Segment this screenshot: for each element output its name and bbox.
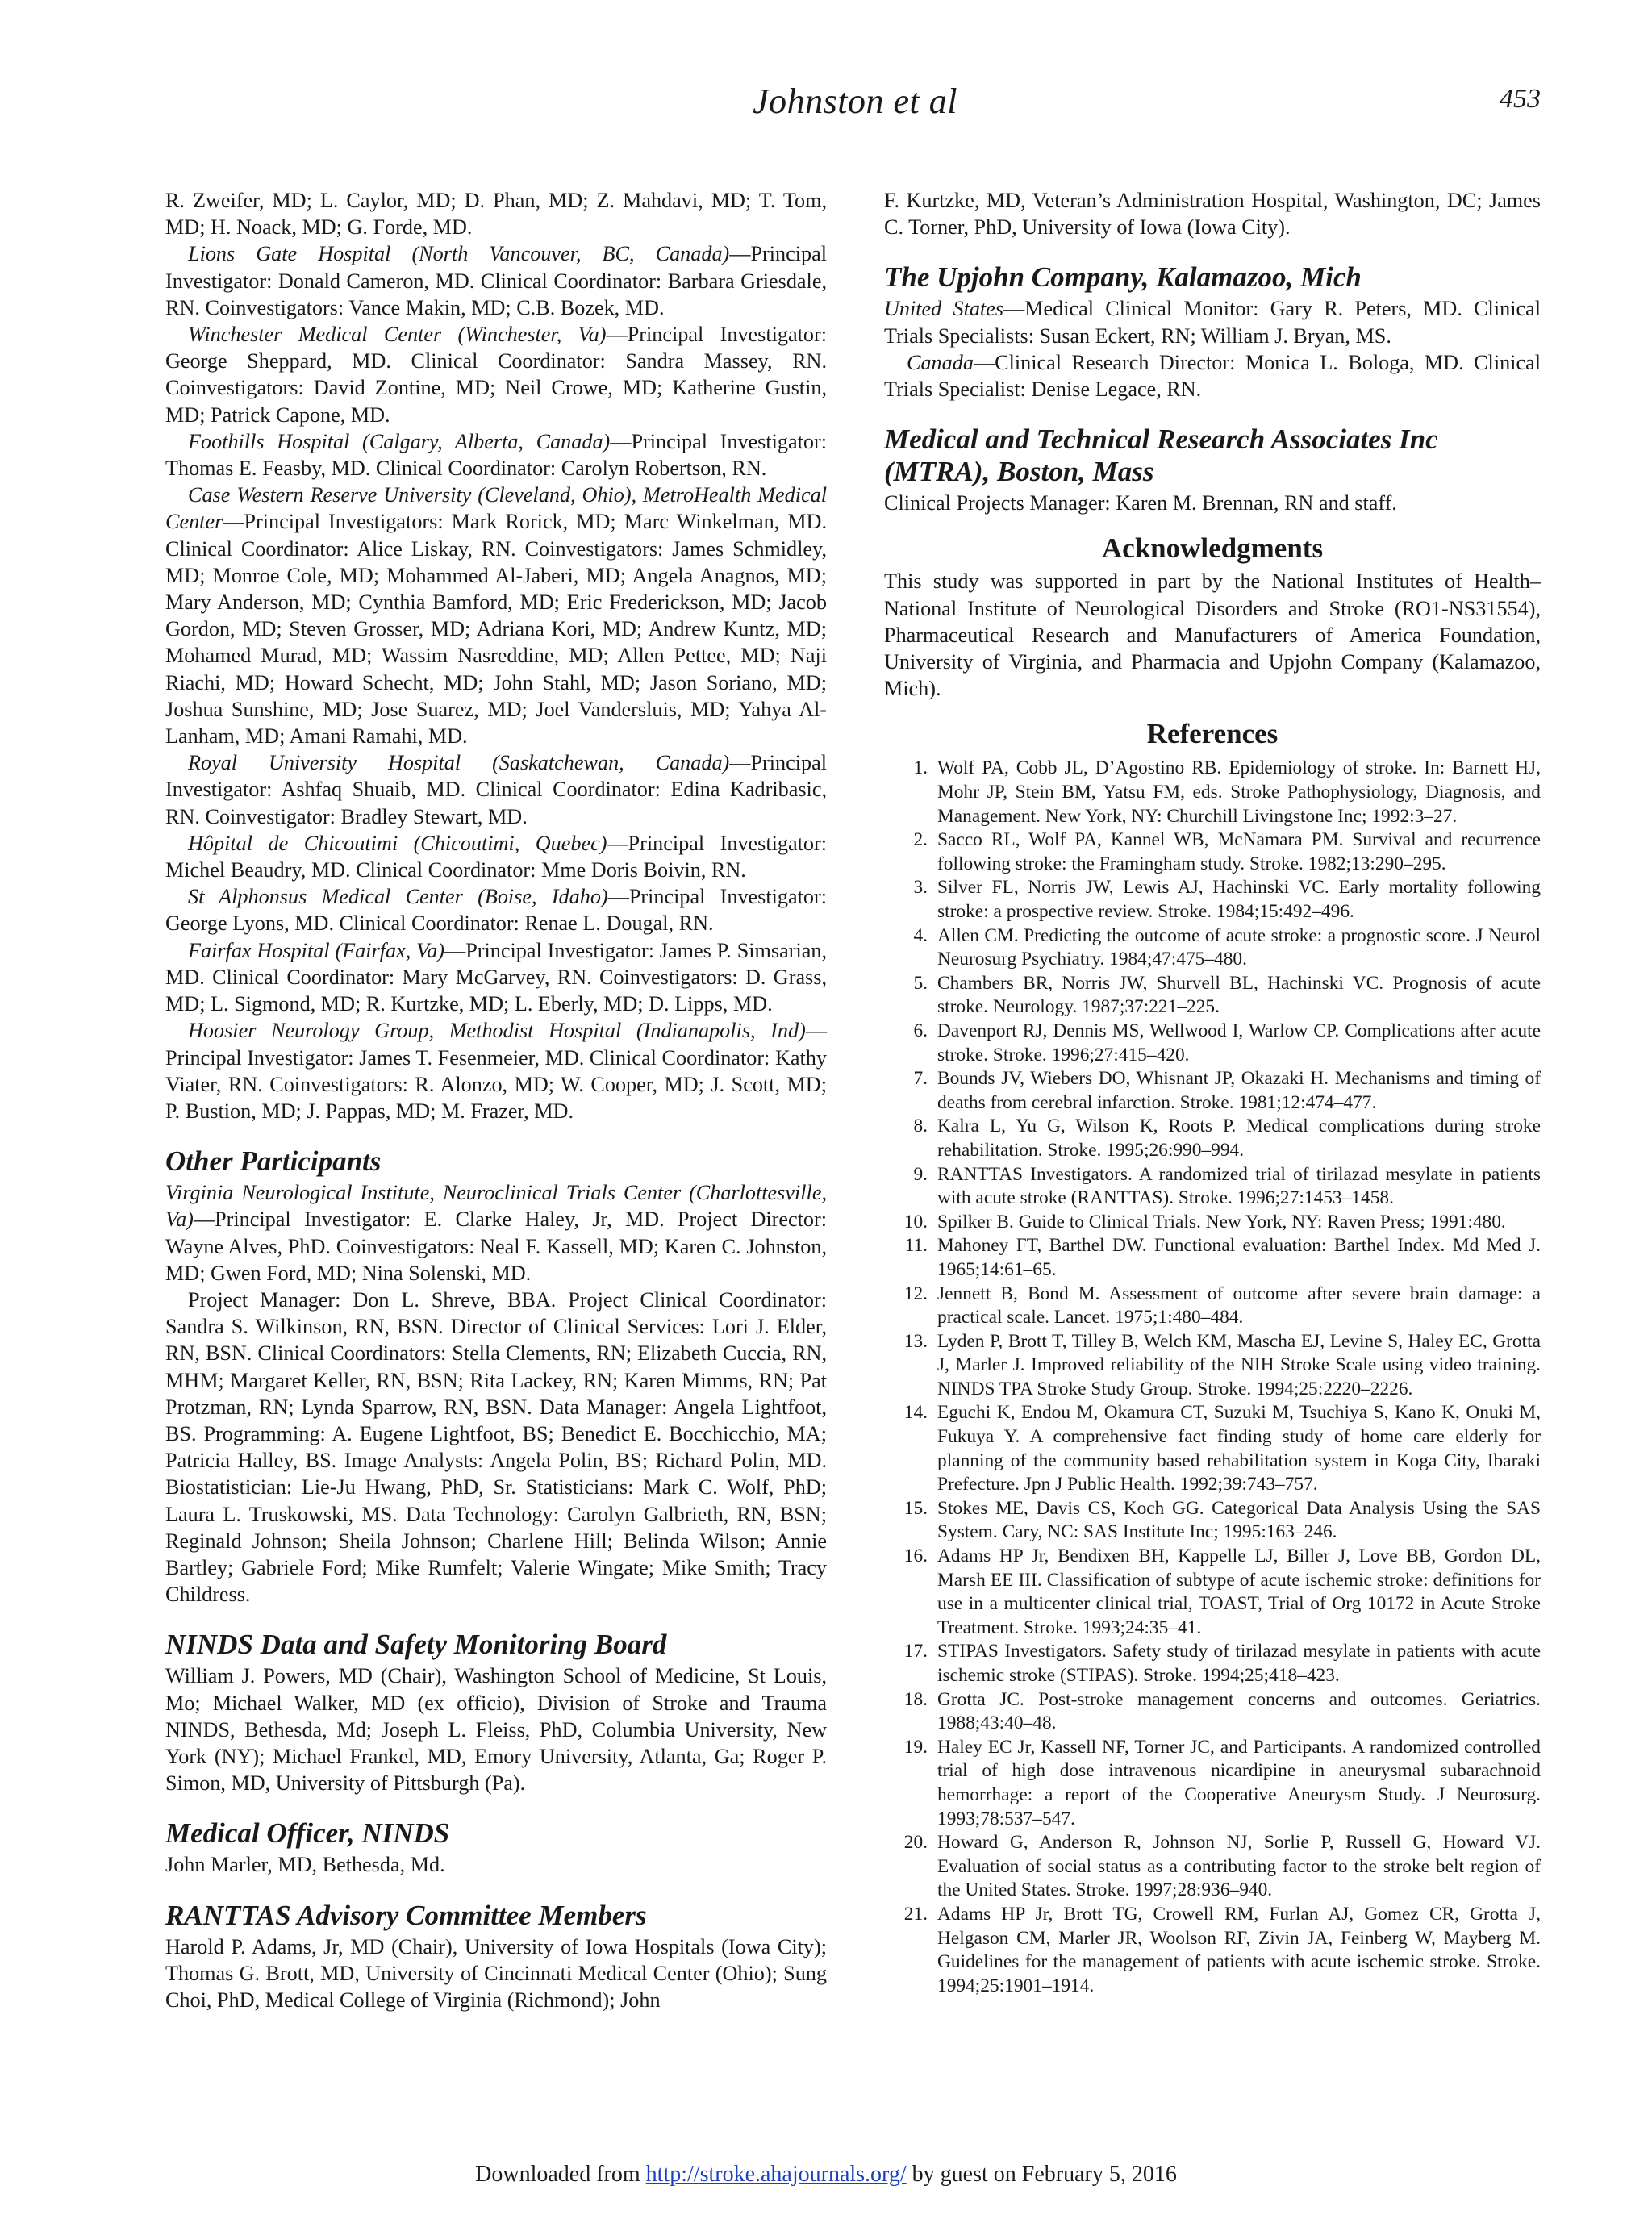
reference-item	[884, 1067, 1541, 1115]
site-paragraph	[165, 937, 827, 1018]
site-paragraph	[165, 883, 827, 936]
body-paragraph: Harold P. Adams, Jr, MD (Chair), University of Iowa Hospitals (Iowa City); Thomas G. Brott, MD, University of Cincinnati Medical Center (Ohio); Sung Choi, PhD, Medical College of Virginia (Richmond); John	[165, 1934, 827, 2012]
reference-text: Chambers BR, Norris JW, Shurvell BL, Hachinski VC. Prognosis of acute stroke. Neurology. 1987;37:221–225.	[937, 972, 1541, 1018]
reference-number: 1.	[913, 757, 928, 779]
reference-text: Allen CM. Predicting the outcome of acute stroke: a prognostic score. J Neurol Neurosurg Psychiatry. 1984;47:475–480.	[937, 924, 1541, 970]
reference-item	[884, 1903, 1541, 1998]
reference-item	[884, 1234, 1541, 1282]
site-name: St Alphonsus Medical Center (Boise, Idaho)	[188, 885, 608, 909]
reference-number: 20.	[903, 1832, 928, 1854]
reference-item	[884, 1736, 1541, 1831]
section-heading-medical-officer: Medical Officer, NINDS	[165, 1817, 450, 1850]
reference-number: 4.	[913, 924, 928, 946]
site-name: Virginia Neurological Institute, Neuroclinical Trials Center (Charlottesville, Va)	[165, 1181, 827, 1232]
section-heading-mtra: Medical and Technical Research Associates Inc (MTRA), Boston, Mass	[884, 423, 1438, 488]
site-paragraph	[165, 749, 827, 830]
reference-number: 7.	[913, 1068, 928, 1090]
reference-number: 16.	[903, 1545, 928, 1567]
footer-suffix: by guest on February 5, 2016	[906, 2162, 1177, 2187]
site-details: —Principal Investigator: George Sheppard, MD. Clinical Coordinator: Sandra Massey, RN. Coinvestigators: David Zontine, MD; Neil Crowe, MD; Katherine Gustin, MD; Patrick Capone, MD.	[165, 323, 827, 427]
reference-text: Wolf PA, Cobb JL, D’Agostino RB. Epidemiology of stroke. In: Barnett HJ, Mohr JP, Stein BM, Yatsu FM, eds. Stroke Pathophysiology, Diagnosis, and Management. New York, NY: Churchill Livingstone Inc; 1992:3–27.	[937, 757, 1541, 827]
reference-text: Mahoney FT, Barthel DW. Functional evaluation: Barthel Index. Md Med J. 1965;14:61–65.	[937, 1235, 1541, 1280]
reference-number: 14.	[903, 1402, 928, 1424]
site-name: Royal University Hospital (Saskatchewan, Canada)	[188, 751, 730, 775]
reference-item	[884, 1163, 1541, 1211]
reference-item	[884, 1401, 1541, 1496]
reference-item	[884, 1688, 1541, 1736]
reference-item	[884, 1283, 1541, 1330]
running-head: Johnston et al	[753, 81, 957, 121]
section-heading-upjohn: The Upjohn Company, Kalamazoo, Mich	[884, 261, 1362, 294]
reference-item	[884, 972, 1541, 1020]
site-details: —Principal Investigator: George Lyons, MD. Clinical Coordinator: Renae L. Dougal, RN.	[165, 885, 828, 936]
reference-number: 10.	[903, 1211, 928, 1233]
left-column	[165, 187, 827, 2013]
section-heading-advisory-committee: RANTTAS Advisory Committee Members	[165, 1899, 647, 1931]
reference-item	[884, 1020, 1541, 1067]
reference-number: 17.	[903, 1641, 928, 1662]
site-details: —Principal Investigator: Thomas E. Feasby, MD. Clinical Coordinator: Carolyn Robertson, RN.	[165, 429, 827, 481]
reference-text: RANTTAS Investigators. A randomized trial of tirilazad mesylate in patients with acute stroke (RANTTAS). Stroke. 1996;27:1453–1458.	[937, 1163, 1541, 1209]
site-details: —Principal Investigators: Mark Rorick, MD; Marc Winkelman, MD. Clinical Coordinator: Alice Liskay, RN. Coinvestigators: James Schmidley, MD; Monroe Cole, MD; Mohammed Al-Jaberi, MD; Angela Anagnos, MD; Mary Anderson, MD; Cynthia Bamford, MD; Eric Frederickson, MD; Jacob Gordon, MD; Steven Grosser, MD; Adriana Kori, MD; Andrew Kuntz, MD; Mohamed Murad, MD; Wassim Nasreddine, MD; Allen Pettee, MD; Naji Riachi, MD; Howard Schecht, MD; John Stahl, MD; Jason Soriano, MD; Joshua Sunshine, MD; Jose Suarez, MD; Joel Vandersluis, MD; Yahya Al-Lanham, MD; Amani Ramahi, MD.	[165, 510, 827, 749]
site-paragraph	[165, 830, 827, 883]
body-paragraph	[884, 349, 1541, 403]
reference-text: Sacco RL, Wolf PA, Kannel WB, McNamara PM. Survival and recurrence following stroke: the Framingham study. Stroke. 1982;13:290–295.	[937, 829, 1541, 874]
reference-text: Eguchi K, Endou M, Okamura CT, Suzuki M, Tsuchiya S, Kano K, Onuki M, Fukuya Y. A comprehensive fact finding study of home care elderly for planning of the community based rehabilitation system in Koga City, Ibaraki Prefecture. Jpn J Public Health. 1992;39:743–757.	[937, 1402, 1541, 1495]
reference-text: Haley EC Jr, Kassell NF, Torner JC, and Participants. A randomized controlled trial of high dose intravenous nicardipine in aneurysmal subarachnoid hemorrhage: a report of the Cooperative Aneurysm Study. J Neurosurg. 1993;78:537–547.	[937, 1736, 1541, 1829]
reference-list	[884, 757, 1541, 1998]
section-heading-ninds-dsmb: NINDS Data and Safety Monitoring Board	[165, 1629, 667, 1661]
reference-number: 6.	[913, 1020, 928, 1041]
body-paragraph: William J. Powers, MD (Chair), Washington School of Medicine, St Louis, Mo; Michael Walker, MD (ex officio), Division of Stroke and Trauma NINDS, Bethesda, Md; Joseph L. Fleiss, PhD, Columbia University, New York (NY); Michael Frankel, MD, Emory University, Atlanta, Ga; Roger P. Simon, MD, University of Pittsburgh (Pa).	[165, 1664, 827, 1796]
reference-item	[884, 1831, 1541, 1903]
download-footer	[0, 2162, 1652, 2188]
region-details: —Clinical Research Director: Monica L. Bologa, MD. Clinical Trials Specialist: Denise Legace, RN.	[884, 350, 1541, 402]
reference-number: 21.	[903, 1903, 928, 1925]
page-header	[169, 81, 1541, 129]
reference-item	[884, 757, 1541, 828]
region-label: Canada	[907, 350, 974, 374]
reference-item	[884, 1115, 1541, 1162]
reference-number: 18.	[903, 1688, 928, 1710]
body-paragraph: Project Manager: Don L. Shreve, BBA. Project Clinical Coordinator: Sandra S. Wilkinson, RN, BSN. Director of Clinical Services: Lori J. Elder, RN, BSN. Clinical Coordinators: Stella Clements, RN; Elizabeth Cuccia, RN, MHM; Margaret Keller, RN, BSN; Rita Lackey, RN; Karen Mimms, RN; Pat Protzman, RN; Lynda Sparrow, RN, BSN. Data Manager: Angela Lightfoot, BS. Programming: A. Eugene Lightfoot, BS; Benedict E. Bocchicchio, MA; Patricia Halley, BS. Image Analysts: Angela Polin, BS; Richard Polin, MD. Biostatistician: Lie-Ju Hwang, PhD, Sr. Statisticians: Mark C. Wolf, PhD; Laura L. Truskowski, MS. Data Technology: Carolyn Galbrieth, RN, BSN; Reginald Johnson; Sheila Johnson; Charlene Hill; Belinda Wilson; Annie Bartley; Gabriele Ford; Mike Rumfelt; Valerie Wingate; Mike Smith; Tracy Childress.	[165, 1287, 827, 1607]
site-paragraph	[165, 428, 827, 482]
reference-item	[884, 1330, 1541, 1402]
page-number: 453	[1500, 84, 1541, 114]
region-details: —Medical Clinical Monitor: Gary R. Peters, MD. Clinical Trials Specialists: Susan Eckert, RN; William J. Bryan, MS.	[884, 297, 1541, 348]
section-heading-references: References	[1146, 718, 1279, 750]
site-paragraph	[165, 240, 827, 321]
body-paragraph	[165, 1179, 827, 1287]
site-paragraph	[165, 321, 827, 428]
region-label: United States	[884, 297, 1004, 321]
reference-number: 12.	[903, 1283, 928, 1304]
site-paragraph	[165, 482, 827, 749]
site-name: Case Western Reserve University (Cleveland, Ohio), MetroHealth Medical Center	[165, 483, 827, 534]
body-paragraph: John Marler, MD, Bethesda, Md.	[165, 1853, 445, 1877]
reference-text: Adams HP Jr, Brott TG, Crowell RM, Furlan AJ, Gomez CR, Grotta J, Helgason CM, Marler JR, Woolson RF, Zivin JA, Feinberg W, Mayberg M. Guidelines for the management of patients with acute ischemic stroke. Stroke. 1994;25:1901–1914.	[937, 1903, 1541, 1996]
site-details: —Principal Investigator: Ashfaq Shuaib, MD. Clinical Coordinator: Edina Kadribasic, RN. Coinvestigator: Bradley Stewart, MD.	[165, 751, 827, 828]
body-paragraph: R. Zweifer, MD; L. Caylor, MD; D. Phan, MD; Z. Mahdavi, MD; T. Tom, MD; H. Noack, MD; G. Forde, MD.	[165, 189, 827, 240]
reference-item	[884, 1211, 1541, 1235]
site-details: —Principal Investigator: E. Clarke Haley, Jr, MD. Project Director: Wayne Alves, PhD. Coinvestigators: Neal F. Kassell, MD; Karen C. Johnston, MD; Gwen Ford, MD; Nina Solenski, MD.	[165, 1208, 827, 1285]
body-paragraph	[884, 295, 1541, 348]
site-name: Foothills Hospital (Calgary, Alberta, Canada)	[188, 429, 611, 453]
reference-text: Kalra L, Yu G, Wilson K, Roots P. Medical complications during stroke rehabilitation. Stroke. 1995;26:990–994.	[937, 1116, 1541, 1161]
reference-text: Stokes ME, Davis CS, Koch GG. Categorical Data Analysis Using the SAS System. Cary, NC: SAS Institute Inc; 1995:163–246.	[937, 1497, 1541, 1543]
reference-text: Howard G, Anderson R, Johnson NJ, Sorlie P, Russell G, Howard VJ. Evaluation of social status as a contributing factor to the stroke belt region of the United States. Stroke. 1997;28:936–940.	[937, 1832, 1541, 1901]
body-paragraph: F. Kurtzke, MD, Veteran’s Administration Hospital, Washington, DC; James C. Torner, PhD, University of Iowa (Iowa City).	[884, 189, 1541, 240]
site-paragraph	[165, 1017, 827, 1124]
journal-link[interactable]: http://stroke.ahajournals.org/	[645, 2162, 907, 2187]
reference-number: 3.	[913, 877, 928, 899]
reference-text: STIPAS Investigators. Safety study of tirilazad mesylate in patients with acute ischemic stroke (STIPAS). Stroke. 1994;25;418–423.	[937, 1641, 1541, 1686]
reference-number: 8.	[913, 1116, 928, 1137]
reference-item	[884, 828, 1541, 876]
site-name: Fairfax Hospital (Fairfax, Va)	[188, 938, 445, 962]
site-details: —Principal Investigator: Michel Beaudry, MD. Clinical Coordinator: Mme Doris Boivin, RN.	[165, 831, 827, 882]
site-name: Hôpital de Chicoutimi (Chicoutimi, Quebec)	[188, 831, 607, 855]
reference-number: 9.	[913, 1163, 928, 1185]
body-paragraph: Clinical Projects Manager: Karen M. Brennan, RN and staff.	[884, 491, 1397, 515]
reference-number: 13.	[903, 1330, 928, 1352]
right-column	[884, 187, 1541, 1998]
reference-text: Spilker B. Guide to Clinical Trials. New York, NY: Raven Press; 1991:480.	[937, 1211, 1506, 1233]
site-list	[165, 240, 827, 1124]
reference-number: 5.	[913, 972, 928, 994]
reference-text: Silver FL, Norris JW, Lewis AJ, Hachinski VC. Early mortality following stroke: a prospective review. Stroke. 1984;15:492–496.	[937, 877, 1541, 922]
site-name: Lions Gate Hospital (North Vancouver, BC, Canada)	[188, 242, 730, 266]
reference-number: 19.	[903, 1736, 928, 1758]
reference-item	[884, 924, 1541, 972]
reference-text: Davenport RJ, Dennis MS, Wellwood I, Warlow CP. Complications after acute stroke. Stroke. 1996;27:415–420.	[937, 1020, 1541, 1066]
reference-item	[884, 1545, 1541, 1640]
site-name: Winchester Medical Center (Winchester, Va)	[188, 323, 607, 347]
site-details: —Principal Investigator: Donald Cameron, MD. Clinical Coordinator: Barbara Griesdale, RN. Coinvestigators: Vance Makin, MD; C.B. Bozek, MD.	[165, 242, 827, 319]
reference-item	[884, 876, 1541, 924]
footer-prefix: Downloaded from	[475, 2162, 646, 2187]
reference-text: Bounds JV, Wiebers DO, Whisnant JP, Okazaki H. Mechanisms and timing of deaths from cerebral infarction. Stroke. 1981;12:474–477.	[937, 1068, 1541, 1113]
site-name: Hoosier Neurology Group, Methodist Hospital (Indianapolis, Ind)	[188, 1019, 806, 1043]
reference-text: Adams HP Jr, Bendixen BH, Kappelle LJ, Biller J, Love BB, Gordon DL, Marsh EE III. Classification of subtype of acute ischemic stroke: definitions for use in a multicenter clinical trial, TOAST, Trial of Org 10172 in Acute Stroke Treatment. Stroke. 1993;24:35–41.	[937, 1545, 1541, 1638]
section-heading-acknowledgments: Acknowledgments	[1101, 532, 1324, 565]
reference-text: Lyden P, Brott T, Tilley B, Welch KM, Mascha EJ, Levine S, Haley EC, Grotta J, Marler J. Improved reliability of the NIH Stroke Scale using video training. NINDS TPA Stroke Study Group. Stroke. 1994;25:2220–2226.	[937, 1330, 1541, 1399]
site-details: —Principal Investigator: James T. Fesenmeier, MD. Clinical Coordinator: Kathy Viater, RN. Coinvestigators: R. Alonzo, MD; W. Cooper, MD; J. Scott, MD; P. Bustion, MD; J. Pappas, MD; M. Frazer, MD.	[165, 1019, 827, 1123]
reference-text: Grotta JC. Post-stroke management concerns and outcomes. Geriatrics. 1988;43:40–48.	[937, 1688, 1541, 1734]
reference-number: 2.	[913, 829, 928, 851]
reference-number: 11.	[904, 1235, 928, 1257]
body-paragraph: This study was supported in part by the National Institutes of Health–National Institute of Neurological Disorders and Stroke (RO1-NS31554), Pharmaceutical Research and Manufacturers of America Foundation, University of Virginia, and Pharmacia and Upjohn Company (Kalamazoo, Mich).	[884, 569, 1541, 701]
reference-text: Jennett B, Bond M. Assessment of outcome after severe brain damage: a practical scale. Lancet. 1975;1:480–484.	[937, 1283, 1541, 1329]
reference-number: 15.	[903, 1497, 928, 1519]
section-heading-other-participants: Other Participants	[165, 1145, 382, 1178]
site-details: —Principal Investigator: James P. Simsarian, MD. Clinical Coordinator: Mary McGarvey, RN. Coinvestigators: D. Grass, MD; L. Sigmond, MD; R. Kurtzke, MD; L. Eberly, MD; D. Lipps, MD.	[165, 938, 827, 1016]
reference-item	[884, 1497, 1541, 1545]
reference-item	[884, 1640, 1541, 1687]
